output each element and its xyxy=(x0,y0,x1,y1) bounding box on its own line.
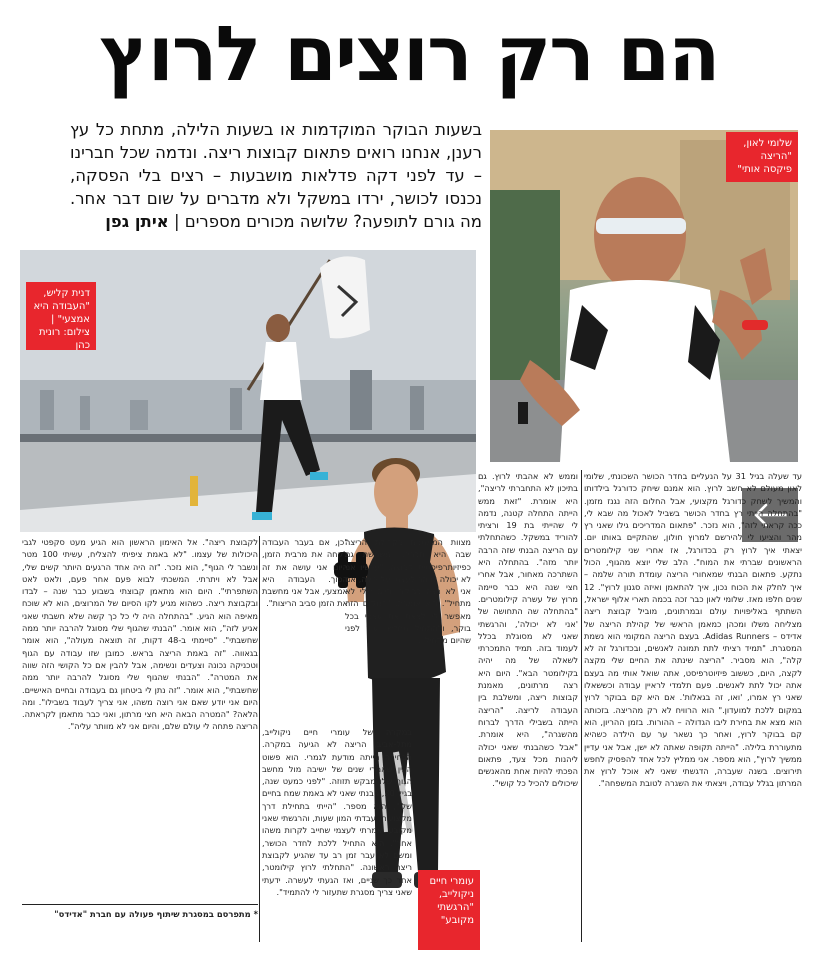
intro-text: בשעות הבוקר המוקדמות או בשעות הלילה, מתחת כל עץ רענן, אנחנו רואים פתאום קבוצות ריצה. ונדמה שכל חברינו – עד לפני דקה פדלאות מושבעות – רצים בלי הפסקה, נכנסו לכושר, ירדו במשקל ולא מדברים על שום דבר אחר. מה גורם לתופעה? שלושה מכורים מספרים | xyxy=(70,120,482,231)
footnote-divider xyxy=(22,904,258,905)
column-divider xyxy=(259,536,260,942)
caption-omri: עומרי חיים ניקולייב, "הרגשתי מקובע" xyxy=(418,870,480,950)
sponsorship-note: * מתפרסם במסגרת שיתוף פעולה עם חברת "אדידס" xyxy=(54,909,258,919)
caption-shlomi: שלומי לאון, "הריצה פיקסה אותי" xyxy=(726,132,798,182)
column-divider xyxy=(581,470,582,942)
article-column-2-lower: מצוות המאמנים בקהילת הריצה שבה היא חברה, ומשמשת גם כפיזיותרפיסטית קבוצה. "עכשיו אני לא יכולה לוותר לעצמי על ריצה, אם אני לא רצה בבוקר, היום שלי לא מתחיל". היא אומרת. "המקום הזה מאפשר לי לצאת את עצמי בכל בוקר, ולהתחיל מחדש, עוד לפני שהיום מתחיל". xyxy=(345,537,471,646)
article-column-4: לקבוצת ריצה". אל האימון הראשון הוא הגיע מעט סקפטי לגבי היכולות של עצמו. "לא באמת ציפיתי להצליח, עשיתי 100 מטר ונשבר לי הגוף", הוא נזכר. "זה היה אחד הרגעים היותר קשים שלי, אבל לא ויתרתי. המשכתי לבוא פעם אחר פעם, ולאט לאט השתפרתי". היום הוא מתאמן קבוצתי בשבוע כבר שנה – לבדו ובקבוצת ריצה. כשהוא מגיע לקו הסיום של המרוצים, הוא לא שוכח מאיפה הוא הגיע. "בהתחלה היה לי כל כך קשה שלא חשבתי שאני אגיע לזה", הוא אומר. "הבנתי שהגוף שלי מסוגל להרבה יותר ממה שחשבתי". "סיימתי ב-48 דקות, זה תוצאה מעולה", הוא אומר בגאווה. "זה באמת הריצה בראש. כמובן שזו עבודה עם הגוף וטכניקה נכונה וצעדים ונשימה, אבל להבין אם כל הקושי הזה שווה את המטרה". "הבנתי שהגוף שלי מסוגל להרבה יותר ממה שחשבתי", הוא אומר. "זה נתן לי ביטחון גם בעבודה ובחיים האישיים. היום אני יודע שאם אני רוצה משהו, אני צריך לעבוד בשבילו". ומה הלאה? "המטרה הבאה היא חצי מרתון, ואני כבר מתאמן לקראתה. הריצה פתחה לי עולם שלם, והיום אני לא מוותר עליה". xyxy=(22,537,258,732)
intro-paragraph xyxy=(70,118,482,236)
caption-danit: דנית קליש, "העבודה היא אמצעי" | צילום: רונית כהן xyxy=(26,282,96,350)
photo-runner-sunglasses xyxy=(490,130,798,462)
article-column-2: וממש לא אהבתי לרוץ. גם בתיכון לא התחברתי לריצה", היא אומרת. "זאת ממש הייתה התחלה קטנה, נדמה לי שהייתי בת 19 ורציתי להוריד במשקל. כשהתחלתי עם הריצה הבנתי שזה הרבה יותר מזה". בהתחלה היא השתרכה מאחור, אבל אחרי חצי שנה היא כבר סיימה מרוץ של עשרה קילומטרים. "בהתחלה שה התחושה של 'אני לא יכולה', והרגשתי שאני לא מסוגלת בכלל לעמוד בזה. תמיד התמכרתי לשאלה של מה יהיה בקילומטר הבא". היום היא רצה מרתונים, מאמנת קבוצות ריצה, ומשלבת בין העבודה לריצה. "הריצה הייתה בשבילי הדרך לברוח מהשגרה", היא אומרת. "אבל כשהבנתי שאני יכולה ליהנות מכל צעד, פתאום הפכתי להיות אחת מהאנשים שיכולים להכיל כל קושי". xyxy=(478,471,578,789)
article-column-1: עד שעלה בגיל 31 על הנעליים בחדר הכושר השכונתי, שלומי לאון מעולם לא חשב לרוץ. הוא אמנם שיחק כדורגל בילדותו והמשיך לשחק כדורגל מקצועי, אבל החלום הזה נגנז מזמן. "בהתחלה הייתי רץ בחדר הכושר בשביל לאכול מה שבא לי, ככה קראתי לזה", הוא נזכר. "פתאום המדריכים גילו שאני רץ מהר והציעו לי להירשם למרוץ חולון, שהתקיים באותו יום. יצאתי איך לרוץ רק בכדורגל, אז אחרי שני קילומטרים הראשונים שברתי את המוח". הלב שלי יוצא מהגוף, הכול נתקע. פתאום הבנתי שמאחורי הריצה עומדת תורה שלמה – איך לחלק את הכוח נכון, איך להתאמן ואיזה סגנון לרוץ". 12 שנים חלפו מאז. שלומי לאון כבר זכה בכמה תארי אלוף ישראל, השתתף באליפויות עולם ובמרתונים, מוביל קבוצת ריצה מצליחה משלו ומכהן כמאמן הראשי של קהילת הריצה של אדידס – Adidas Runners. בעצם הריצה המקומי הוא נשמת המסגרת. "תמיד רציתי לתת תמונה לאנשים, ובכדורגל זה לא קלה", הוא מסביר. "הריצה שינתה את החיים שלי מקצה לקצה, היום, כששוב פיזיוטרפיסט, אתה שואל אותי מה בעצם אתה יכול לתת לאנשים. פעם תלמדי לראיין עבודה וכששאלו שאני רץ אמרו, 'ואו, זה בגאלות'. אם היא קם בבוקר לרוץ במקום ללכת למועדון." הוא הרוויח לא רק מהריצה. בזכותה הוא מצא את בחירת ליבו הגדולה – ההורות. בזמן ההריון, הוא קם בבוקר לרוץ, ואחר כך נשאר ער עם הילדה כשהיא מתעוררת בלילה. "הייתה תקופה שאתה לא ישן, אבל אני עדיין ממשיך לרוץ", הוא מספר. אני ממליץ לכל אחד להפסיק לחפש תירוצים. בשנה שעברה, הדגשתי שאני לא אוכל לרוץ את המרתון בגלל עבודה, ויצאתי את השגרה לטובת המשפחה". xyxy=(584,471,802,789)
headline: הם רק רוצים לרוץ xyxy=(99,9,719,98)
article-column-3: "כן, אם בעבר העבודה לקחה את מרבית הזמן, היום אני עושה את זה הפוך. העבודה היא אמצעי, אבל אני מחשבת את הזמן סביב הריצות". xyxy=(262,537,348,609)
byline: איתן גפן xyxy=(105,212,169,231)
article-column-3-lower: במקרה של עומרי חיים ניקולייב, מתל-אביב, הריצה לא הגיעה במקרה. הבחירה הייתה מודעת לגמרי. הוא פשוט הבין שאחרי שנים של ישיבה מול מחשב הגוף שלו מבקש תזוזה. "לפני כמעט שנה, בגיל 30, הבנתי שאני לא באמת שמח בחיים שלי", הוא מספר. "הייתי בתחילת דרך מקצועית, עבדתי המון שעות, והרגשתי שאני מקובע. אמרתי לעצמי שחייב לקרות משהו אחר". הוא התחיל ללכת לחדר הכושר, ומשם לא עבר זמן רב עד שהגיע לקבוצת ריצה ראשונה. "התחלתי לרוץ קילומטר, אחר כך שניים, ואז הגעתי לעשרה. ידעתי שאני צריך מסגרת שתעזור לי להתמיד". xyxy=(262,727,412,897)
